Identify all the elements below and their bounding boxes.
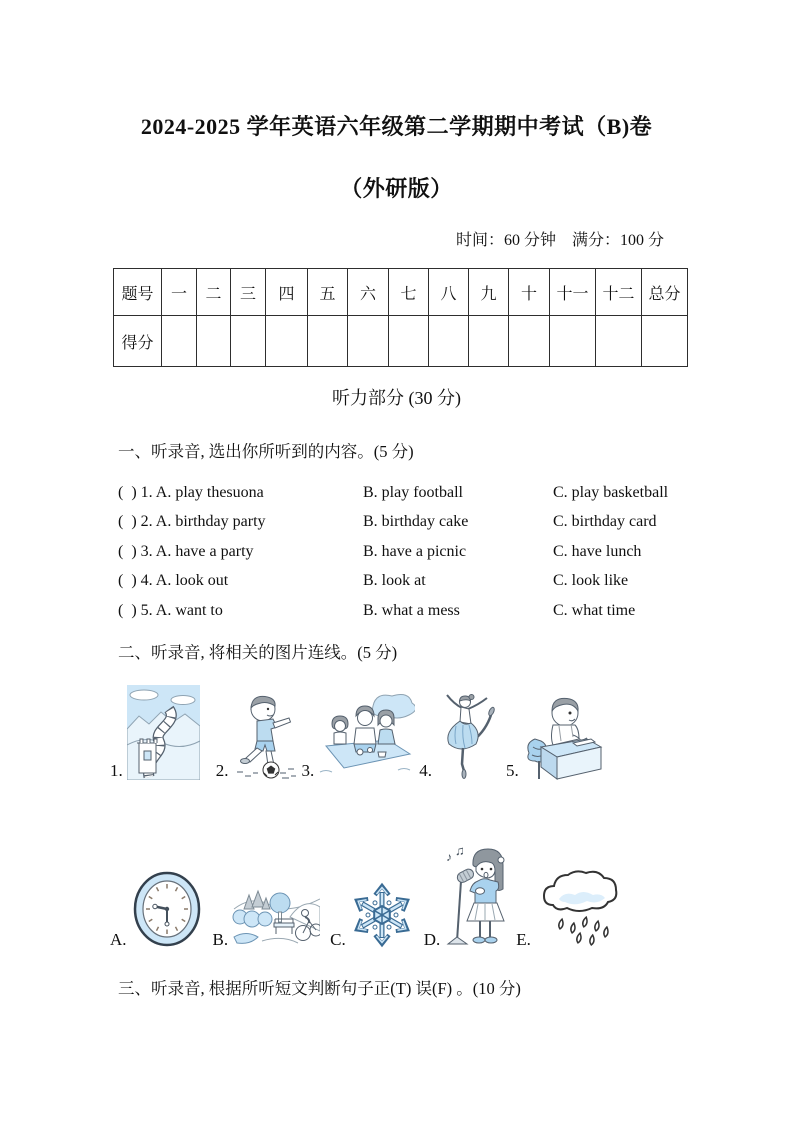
score-table-header-cell: 题号 [114,269,162,316]
exam-title: 2024-2025 学年英语六年级第二学期期中考试（B)卷 [140,114,653,139]
score-cell [596,316,642,367]
picture-label: 1. [110,761,123,780]
picture-item-3 [302,688,416,780]
option-a: ( ) 5. A. want to [118,601,223,619]
section2-picture-row-2 [110,845,619,949]
score-table-header-cell: 总分 [642,269,688,316]
rain-cloud-image [539,869,619,949]
option-a: ( ) 3. A. have a party [118,542,254,560]
score-cell [162,316,197,367]
svg-text:♪: ♪ [446,850,453,864]
score-table-header-cell: 十 [509,269,550,316]
score-cell [550,316,596,367]
score-table-header-cell: 十一 [550,269,596,316]
picture-label: 5. [506,761,519,780]
picture-item-e [516,869,619,949]
score-table-header-row [114,269,688,316]
ballerina-dancing-image [436,692,496,780]
score-table-header-cell: 三 [231,269,266,316]
option-b: B. what a mess [363,601,460,619]
picture-label: A. [110,930,127,949]
family-picnic-image [318,688,415,780]
score-cell [197,316,231,367]
score-cell [308,316,348,367]
clock-image [133,869,201,949]
picture-label: D. [423,930,441,949]
score-cell [469,316,509,367]
option-row [118,596,683,626]
picture-item-1 [110,685,200,780]
svg-text:♫: ♫ [455,845,465,858]
score-cell [429,316,469,367]
score-cell [348,316,389,367]
picture-label: E. [516,930,531,949]
score-table [113,268,688,367]
picture-item-a [110,869,201,949]
picture-label: B. [212,930,229,949]
option-row [118,537,683,567]
listening-part-heading: 听力部分 (30 分) [332,388,461,408]
section1-title: 一、听录音, 选出你所听到的内容。(5 分) [118,442,414,461]
section3-title: 三、听录音, 根据所听短文判断句子正(T) 误(F) 。(10 分) [118,979,521,998]
score-table-score-row [114,316,688,367]
score-table-header-cell: 四 [266,269,308,316]
girl-singing-image [444,845,514,949]
score-table-header-cell: 七 [389,269,429,316]
section1-options [118,478,683,626]
picture-item-b [213,869,321,949]
score-cell [231,316,266,367]
score-cell [509,316,550,367]
picture-item-2 [216,693,298,780]
score-table-header-cell: 十二 [596,269,642,316]
exam-subtitle: （外研版） [340,176,453,201]
option-row [118,567,683,597]
option-a: ( ) 2. A. birthday party [118,513,266,531]
option-c: C. have lunch [553,542,642,560]
picture-item-4 [419,692,496,780]
option-c: C. birthday card [553,513,657,531]
score-cell [642,316,688,367]
park-scene-image [232,869,320,949]
score-table-header-cell: 八 [429,269,469,316]
option-c: C. look like [553,572,629,590]
score-row-label: 得分 [114,316,162,367]
picture-label: 2. [215,761,229,780]
exam-time-score-info: 时间：60 分钟 满分：100 分 [455,232,664,249]
option-b: B. birthday cake [363,513,469,531]
score-cell [389,316,429,367]
option-b: B. play football [363,483,463,501]
boy-kicking-football-image [233,693,298,780]
picture-item-5 [506,695,603,780]
section2-title: 二、听录音, 将相关的图片连线。(5 分) [118,643,398,662]
score-table-header-cell: 一 [162,269,197,316]
option-b: B. have a picnic [363,542,467,560]
score-table-header-cell: 九 [469,269,509,316]
boy-writing-at-desk-image [523,695,603,780]
picture-item-c [330,881,414,949]
picture-item-d [424,845,515,949]
picture-label: C. [330,930,346,949]
option-b: B. look at [363,572,426,590]
option-row [118,478,683,508]
option-a: ( ) 1. A. play thesuona [118,483,264,501]
option-a: ( ) 4. A. look out [118,572,229,590]
option-row [118,508,683,538]
great-wall-image [127,685,200,780]
option-c: C. play basketball [553,483,669,501]
picture-label: 4. [419,761,432,780]
picture-label: 3. [301,761,315,780]
score-table-header-cell: 二 [197,269,231,316]
option-c: C. what time [553,601,636,619]
section2-picture-row-1 [110,678,603,780]
score-table-header-cell: 五 [308,269,348,316]
score-table-header-cell: 六 [348,269,389,316]
score-cell [266,316,308,367]
snowflake-image [350,881,414,949]
